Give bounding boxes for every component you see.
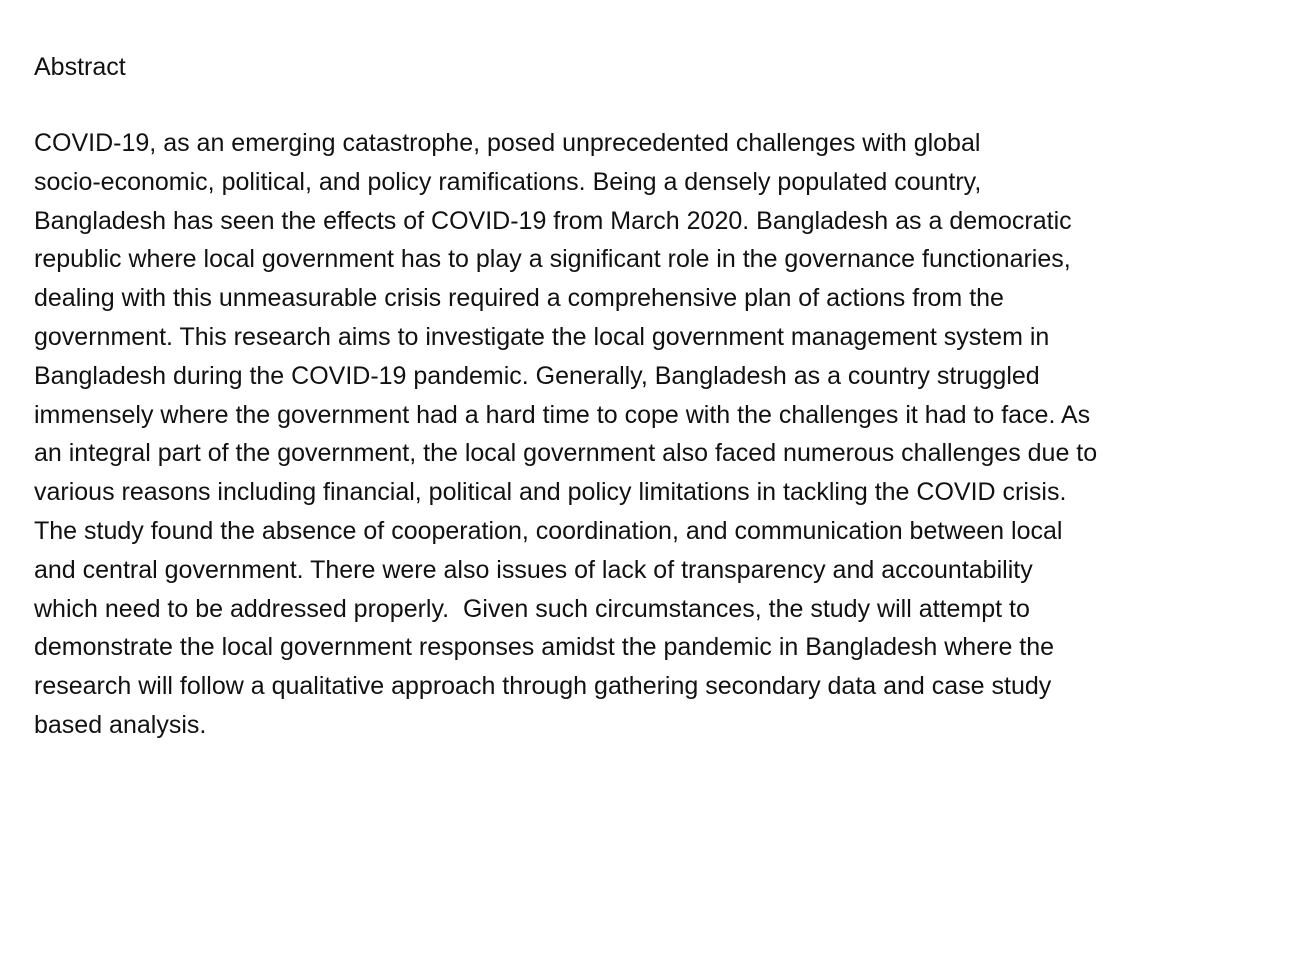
- abstract-line: demonstrate the local government responses amidst the pandemic in Bangladesh where the: [34, 633, 1055, 662]
- abstract-line: republic where local government has to play a significant role in the governance functionaries,: [34, 245, 1071, 274]
- abstract-document: [34, 48, 1296, 745]
- abstract-line: and central government. There were also issues of lack of transparency and accountability: [34, 555, 1033, 584]
- abstract-line: research will follow a qualitative approach through gathering secondary data and case study: [34, 672, 1052, 701]
- abstract-body: [34, 124, 1296, 745]
- abstract-line: socio-economic, political, and policy ramifications. Being a densely populated country,: [34, 167, 982, 196]
- abstract-line: COVID-19, as an emerging catastrophe, posed unprecedented challenges with global: [34, 129, 981, 157]
- abstract-line: government. This research aims to investigate the local government management system in: [34, 322, 1050, 351]
- abstract-line: based analysis.: [34, 710, 207, 739]
- abstract-line: Bangladesh has seen the effects of COVID-19 from March 2020. Bangladesh as a democratic: [34, 206, 1072, 235]
- abstract-line: Bangladesh during the COVID-19 pandemic. Generally, Bangladesh as a country struggled: [34, 361, 1040, 390]
- abstract-line: various reasons including financial, political and policy limitations in tackling the COVID crisis.: [34, 478, 1067, 507]
- abstract-line: immensely where the government had a hard time to cope with the challenges it had to face. As: [34, 400, 1091, 429]
- abstract-line: which need to be addressed properly. Given such circumstances, the study will attempt to: [34, 594, 1030, 623]
- abstract-line: The study found the absence of cooperation, coordination, and communication between local: [34, 516, 1063, 545]
- abstract-line: dealing with this unmeasurable crisis required a comprehensive plan of actions from the: [34, 284, 1004, 313]
- abstract-heading: Abstract: [34, 53, 126, 81]
- abstract-line: an integral part of the government, the local government also faced numerous challenges due to: [34, 439, 1098, 468]
